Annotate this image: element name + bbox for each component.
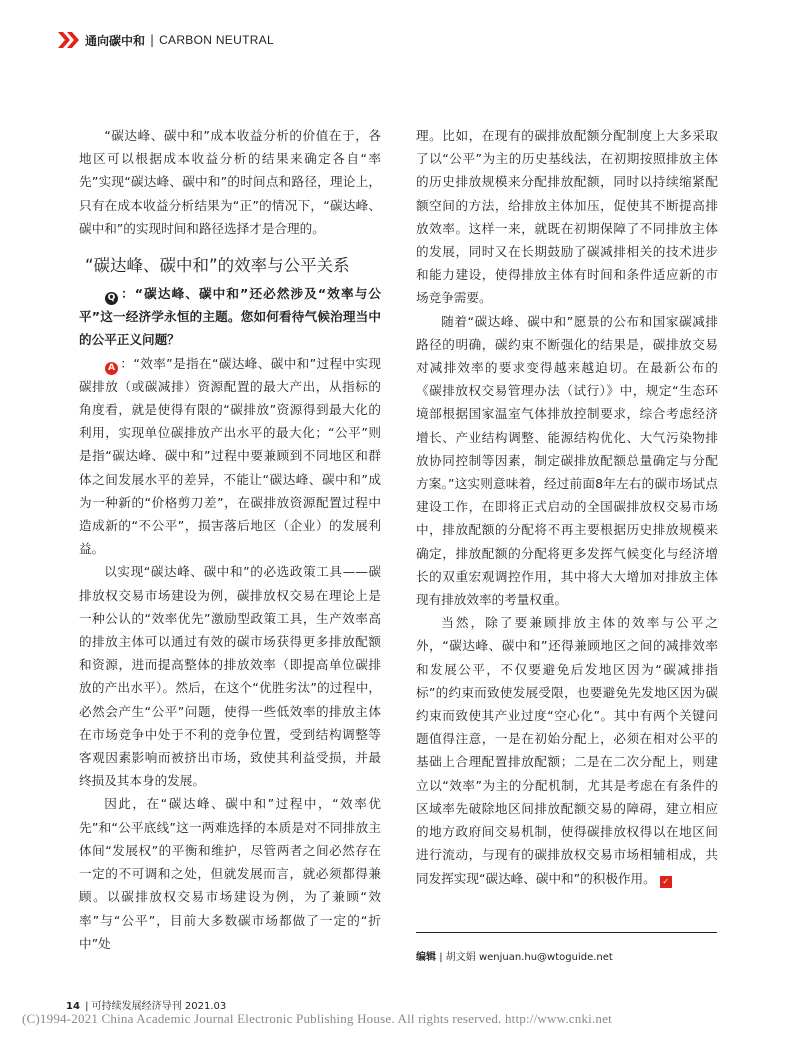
paragraph: 以实现“碳达峰、碳中和”的必选政策工具——碳排放权交易市场建设为例，碳排放权交易在理论上是一种公认的“效率优先”激励型政策工具，生产效率高的排放主体可以通过有效的碳市场获得更多排放配额和资源，进而提高整体的排放效率（即提高单位碳排放的产出水平）。然后，在这个“优胜劣汰”的过程中，必然会产生“公平”问题，使得一些低效率的排放主体在市场竞争中处于不利的竞争位置，受到结构调整等客观因素影响而被挤出市场，致使其利益受损，并最终损及其本身的发展。 [79,564,381,789]
divider [416,932,717,933]
interview-answer [79,352,381,561]
answer-mark-icon: A [105,362,118,375]
double-chevron-icon [57,30,81,50]
footer-separator: | [85,1001,89,1012]
page-number: 14 [66,1001,80,1012]
answer-text: ：“效率”是指在“碳达峰、碳中和”过程中实现碳排放（或碳减排）资源配置的最大产出，从指标的角度看，就是使得有限的“碳排放”资源得到最大化的利用，实现单位碳排放产出水平的最大化；“公平”则是指“碳达峰、碳中和”过程中要兼顾到不同地区和群体之间发展水平的差异，不能让“碳达峰、碳中和”成为一种新的“价格剪刀差”，在碳排放资源配置过程中造成新的“不公平”，损害落后地区（企业）的发展利益。 [79,355,381,557]
editor-credit [416,948,613,963]
paragraph: 理。比如，在现有的碳排放配额分配制度上大多采取了以“公平”为主的历史基线法，在初期按照排放主体的历史排放规模来分配排放配额，同时以持续缩紧配额空间的方法，给排放主体加压，促使其不断提高排放效率。这样一来，就既在初期保障了不同排放主体的发展，同时又在长期鼓励了碳减排相关的技术进步和能力建设，使得排放主体有时间和条件适应新的市场竞争需要。 [416,128,718,306]
header-section-en: CARBON NEUTRAL [159,33,274,47]
copyright-notice: (C)1994-2021 China Academic Journal Electronic Publishing House. All rights reserved. http://www.cnki.net [22,1011,612,1026]
section-title: “碳达峰、碳中和”的效率与公平关系 [85,256,350,276]
article-end-icon: ✓ [660,876,672,888]
editor-separator: | [439,952,443,963]
paragraph: 因此，在“碳达峰、碳中和”过程中，“效率优先”和“公平底线”这一两难选择的本质是对不同排放主体间“发展权”的平衡和维护，尽管两者之间必然存在一定的不可调和之处，但就发展而言，就必须都得兼顾。以碳排放权交易市场建设为例，为了兼顾“效率”与“公平”，目前大多数碳市场都做了一定的“折中”处 [79,796,381,951]
header-section-zh: 通向碳中和 [85,33,146,48]
editor-label: 编辑 [416,952,436,963]
journal-issue: 2021.03 [184,1001,227,1012]
right-column [416,124,718,890]
paragraph-text: 当然，除了要兼顾排放主体的效率与公平之外，“碳达峰、碳中和”还得兼顾地区之间的减排效率和发展公平，不仅要避免后发地区因为“碳减排指标”的约束而致使发展受限，也要避免先发地区因为碳约束而致使其产业过度“空心化”。其中有两个关键问题值得注意，一是在初始分配上，必须在相对公平的基础上合理配置排放配额；二是在二次分配上，则建立以“效率”为主的分配机制，尤其是考虑在有条件的区域率先破除地区间排放配额交易的障碍，建立相应的地方政府间交易机制，使得碳排放权得以在地区间进行流动，与现有的碳排放权交易市场相辅相成，共同发挥实现“碳达峰、碳中和”的积极作用。 [416,615,718,886]
editor-email: wenjuan.hu@wtoguide.net [478,952,613,963]
journal-name: 可持续发展经济导刊 [91,1001,182,1012]
editor-name: 胡文娟 [445,952,476,963]
paragraph [416,611,718,889]
left-column [79,124,381,955]
question-mark-icon: Q [105,292,118,305]
header-separator: | [150,33,155,47]
page-footer [66,997,226,1012]
interview-question [79,282,381,352]
running-header [57,29,274,51]
question-text: ：“碳达峰、碳中和”还必然涉及“效率与公平”这一经济学永恒的主题。您如何看待气候治理当中的公平正义问题？ [79,286,381,348]
paragraph: 随着“碳达峰、碳中和”愿景的公布和国家碳减排路径的明确，碳约束不断强化的结果是，碳排放交易对减排效率的要求变得越来越迫切。在最新公布的《碳排放权交易管理办法（试行）》中，规定“生态环境部根据国家温室气体排放控制要求，综合考虑经济增长、产业结构调整、能源结构优化、大气污染物排放协同控制等因素，制定碳排放配额总量确定与分配方案。”这实则意味着，经过前面8年左右的碳市场试点建设工作，在即将正式启动的全国碳排放权交易市场中，排放配额的分配将不再主要根据历史排放规模来确定，排放配额的分配将更多发挥气候变化与经济增长的双重宏观调控作用，其中将大大增加对排放主体现有排放效率的考量权重。 [416,313,718,608]
paragraph: “碳达峰、碳中和”成本收益分析的价值在于，各地区可以根据成本收益分析的结果来确定各自“率先”实现“碳达峰、碳中和”的时间点和路径，理论上，只有在成本收益分析结果为“正”的情况下，“碳达峰、碳中和”的实现时间和路径选择才是合理的。 [79,128,381,236]
